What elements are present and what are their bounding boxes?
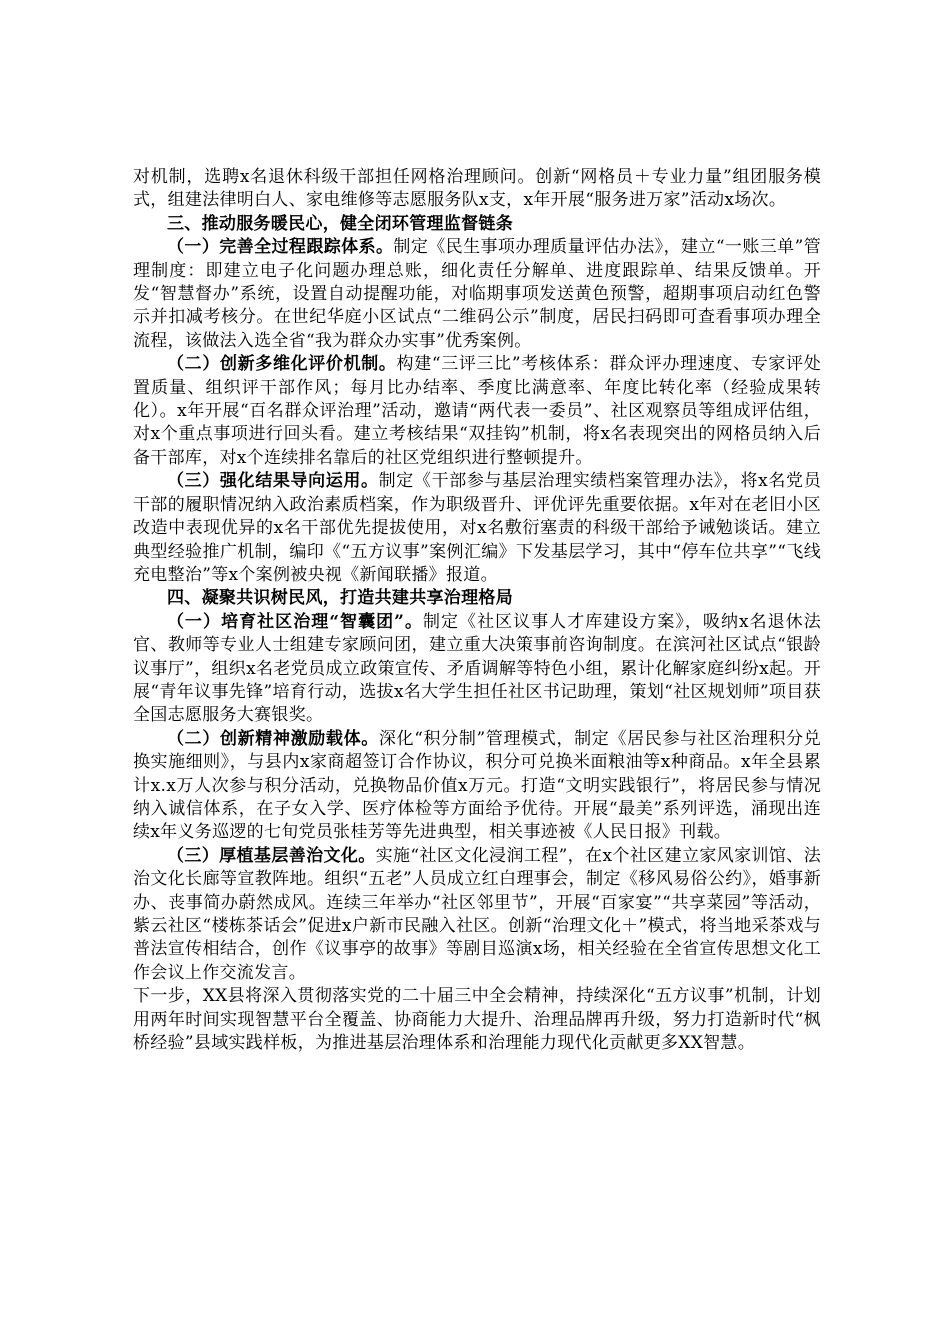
paragraph-3-2 [133, 353, 821, 470]
paragraph-body-4-2: 深化“积分制”管理模式，制定《居民参与社区治理积分兑换实施细则》，与县内x家商超签订合作协议，积分可兑换米面粮油等x种商品。x年全县累计x.x万人次参与积分活动，兑换物品价值x万元。打造“文明实践银行”，将居民参与情况纳入诚信体系，在子女入学、医疗体检等方面给予优待。开展“最美”系列评选，涌现出连续x年义务巡逻的七旬党员张桂芳等先进典型，相关事迹被《人民日报》刊载。 [133, 728, 821, 843]
paragraph-3-3 [133, 470, 821, 587]
paragraph-body-4-3: 实施“社区文化浸润工程”，在x个社区建立家风家训馆、法治文化长廊等宣教阵地。组织“五老”人员成立红白理事会，制定《移风易俗公约》，婚事新办、丧事简办蔚然成风。连续三年举办“社区邻里节”，开展“百家宴”“共享菜园”等活动，紫云社区“楼栋茶话会”促进x户新市民融入社区。创新“治理文化＋”模式，将当地采茶戏与普法宣传相结合，创作《议事亭的故事》等剧目巡演x场，相关经验在全省宣传思想文化工作会议上作交流发言。 [133, 845, 821, 983]
subheading-3-1: （一）完善全过程跟踪体系。 [167, 237, 394, 258]
paragraph-4-3 [133, 845, 821, 985]
paragraph-next-steps: 下一步，XX县将深入贯彻落实党的二十届三中全会精神，持续深化“五方议事”机制，计划用两年时间实现智慧平台全覆盖、协商能力大提升、治理品牌再升级，努力打造新时代“枫桥经验”县域实践样板，为推进基层治理体系和治理能力现代化贡献更多XX智慧。 [133, 986, 821, 1054]
paragraph-continuation: 对机制，选聘x名退休科级干部担任网格治理顾问。创新“网格员＋专业力量”组团服务模式，组建法律明白人、家电维修等志愿服务队x支，x年开展“服务进万家”活动x场次。 [133, 167, 821, 211]
subheading-3-3: （三）强化结果导向运用。 [167, 471, 379, 492]
subheading-4-3: （三）厚植基层善治文化。 [167, 845, 376, 866]
paragraph-body-3-2: 构建“三评三比”考核体系：群众评办理速度、专家评处置质量、组织评干部作风；每月比办结率、季度比满意率、年度比转化率（经验成果转化）。x年开展“百名群众评治理”活动，邀请“两代表一委员”、社区观察员等组成评估组，对x个重点事项进行回头看。建立考核结果“双挂钩”机制，将x名表现突出的网格员纳入后备干部库，对x个连续排名靠后的社区党组织进行整顿提升。 [133, 354, 821, 468]
section-heading-4: 四、凝聚共识树民风，打造共建共享治理格局 [167, 588, 513, 609]
paragraph-body-4-1: 制定《社区议事人才库建设方案》，吸纳x名退休法官、教师等专业人士组建专家顾问团，建立重大决策事前咨询制度。在滨河社区试点“银龄议事厅”，组织x名老党员成立政策宣传、矛盾调解等特色小组，累计化解家庭纠纷x起。开展“青年议事先锋”培育行动，选拔x名大学生担任社区书记助理，策划“社区规划师”项目获全国志愿服务大赛银奖。 [133, 611, 821, 726]
section-heading-3: 三、推动服务暖民心，健全闭环管理监督链条 [167, 213, 513, 234]
subheading-4-2: （二）创新精神激励载体。 [167, 728, 379, 749]
document-page [133, 166, 821, 1055]
paragraph-3-1 [133, 236, 821, 353]
paragraph-body-3-1: 制定《民生事项办理质量评估办法》，建立“一账三单”管理制度：即建立电子化问题办理总账，细化责任分解单、进度跟踪单、结果反馈单。开发“智慧督办”系统，设置自动提醒功能，对临期事项发送黄色预警，超期事项启动红色警示并扣减考核分。在世纪华庭小区试点“二维码公示”制度，居民扫码即可查看事项办理全流程，该做法入选全省“我为群众办实事”优秀案例。 [133, 237, 822, 351]
paragraph-4-1 [133, 611, 821, 728]
paragraph-body-3-3: 制定《干部参与基层治理实绩档案管理办法》，将x名党员干部的履职情况纳入政治素质档案，作为职级晋升、评优评先重要依据。x年对在老旧小区改造中表现优异的x名干部优先提拔使用，对x名敷衍塞责的科级干部给予诫勉谈话。建立典型经验推广机制，编印《“五方议事”案例汇编》下发基层学习，其中“停车位共享”“飞线充电整治”等x个案例被央视《新闻联播》报道。 [133, 471, 821, 585]
paragraph-4-2 [133, 728, 821, 845]
subheading-4-1: （一）培育社区治理“智囊团”。 [167, 611, 423, 632]
subheading-3-2: （二）创新多维化评价机制。 [167, 354, 397, 375]
